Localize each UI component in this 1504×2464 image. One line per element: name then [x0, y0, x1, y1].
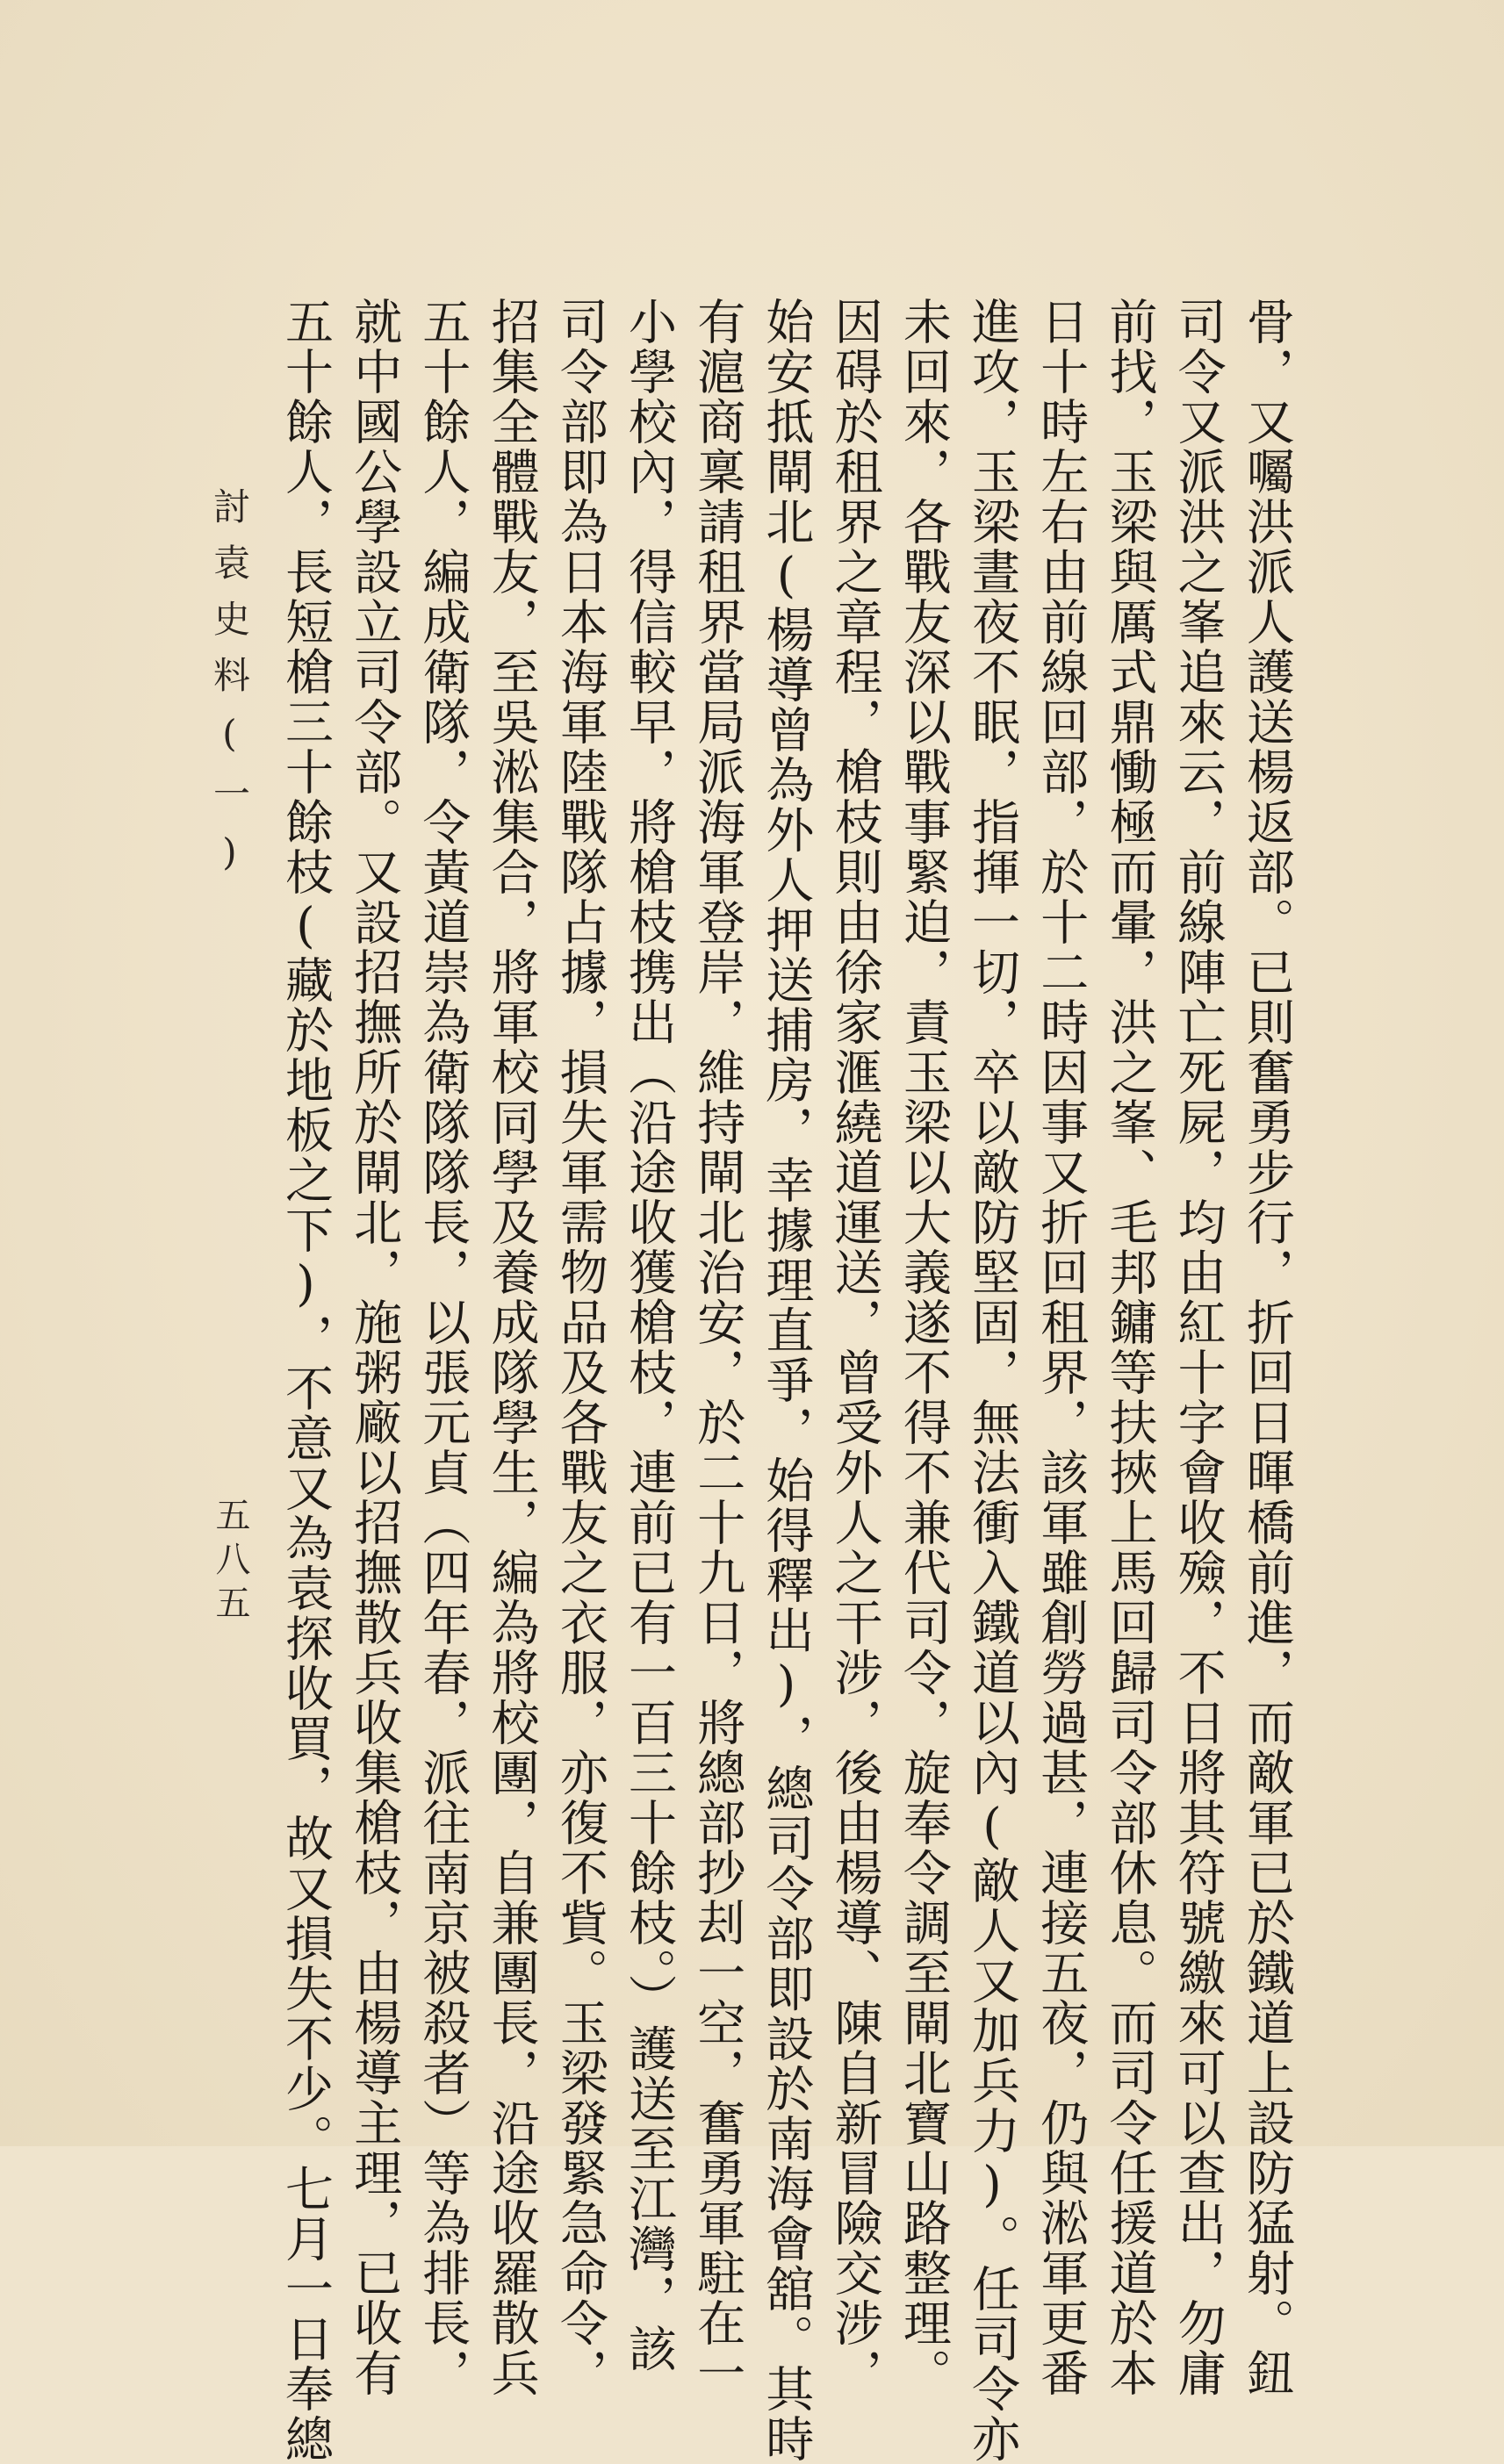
text-column: 前找，玉梁與厲式鼎慟極而暈，洪之峯、毛邦鏞等扶挾上馬回歸司令部休息。而司令任援道於本 [1101, 297, 1158, 2398]
page-number: 五八五 [210, 1497, 250, 1628]
main-text-block [277, 297, 1295, 2464]
text-column: 有滬商稟請租界當局派海軍登岸，維持閘北治安，於二十九日，將總部抄刦一空，奮勇軍駐在一 [689, 297, 746, 2398]
text-column: 司令部即為日本海軍陸戰隊占據，損失軍需物品及各戰友之衣服，亦復不貲。玉梁發緊急命令， [551, 297, 608, 2398]
text-column: 進攻，玉梁晝夜不眠，指揮一切，卒以敵防堅固，無法衝入鐵道以內(敵人又加兵力)。任司令亦 [964, 297, 1021, 2464]
text-column: 五十餘人，編成衛隊，令黃道崇為衛隊隊長，以張元貞（四年春，派往南京被殺者）等為排長， [414, 297, 471, 2398]
text-column: 未回來，各戰友深以戰事緊迫，責玉梁以大義遂不得不兼代司令，旋奉令調至閘北寶山路整理。 [895, 297, 952, 2398]
text-column: 因碍於租界之章程，槍枝則由徐家滙繞道運送，曾受外人之干涉，後由楊導、陳自新冒險交涉， [826, 297, 883, 2398]
text-column: 司令又派洪之峯追來云，前線陣亡死屍，均由紅十字會收殮，不日將其符號繳來可以查出，勿庸 [1169, 297, 1227, 2398]
text-column: 小學校內，得信較早，將槍枝携出（沿途收獲槍枝，連前已有一百三十餘枝。）護送至江灣，該 [621, 297, 678, 2374]
text-column: 始安抵閘北(楊導曾為外人押送捕房，幸據理直爭，始得釋出)，總司令部即設於南海會舘。其時 [758, 297, 815, 2464]
book-title: 討袁史料(一) [208, 487, 251, 893]
text-column: 招集全體戰友，至吳淞集合，將軍校同學及養成隊學生，編為將校團，自兼團長，沿途收羅散兵 [483, 297, 540, 2398]
text-column: 五十餘人，長短槍三十餘枝(藏於地板之下)，不意又為袁探收買，故又損失不少。七月一日奉總 [277, 297, 334, 2464]
text-column: 就中國公學設立司令部。又設招撫所於閘北，施粥廠以招撫散兵收集槍枝，由楊導主理，已收有 [346, 297, 403, 2398]
text-column: 骨，又囑洪派人護送楊返部。已則奮勇步行，折回日暉橋前進，而敵軍已於鐵道上設防猛射。鈕 [1238, 297, 1295, 2398]
text-column: 日十時左右由前線回部，於十二時因事又折回租界，該軍雖創勞過甚，連接五夜，仍與淞軍更番 [1033, 297, 1090, 2398]
